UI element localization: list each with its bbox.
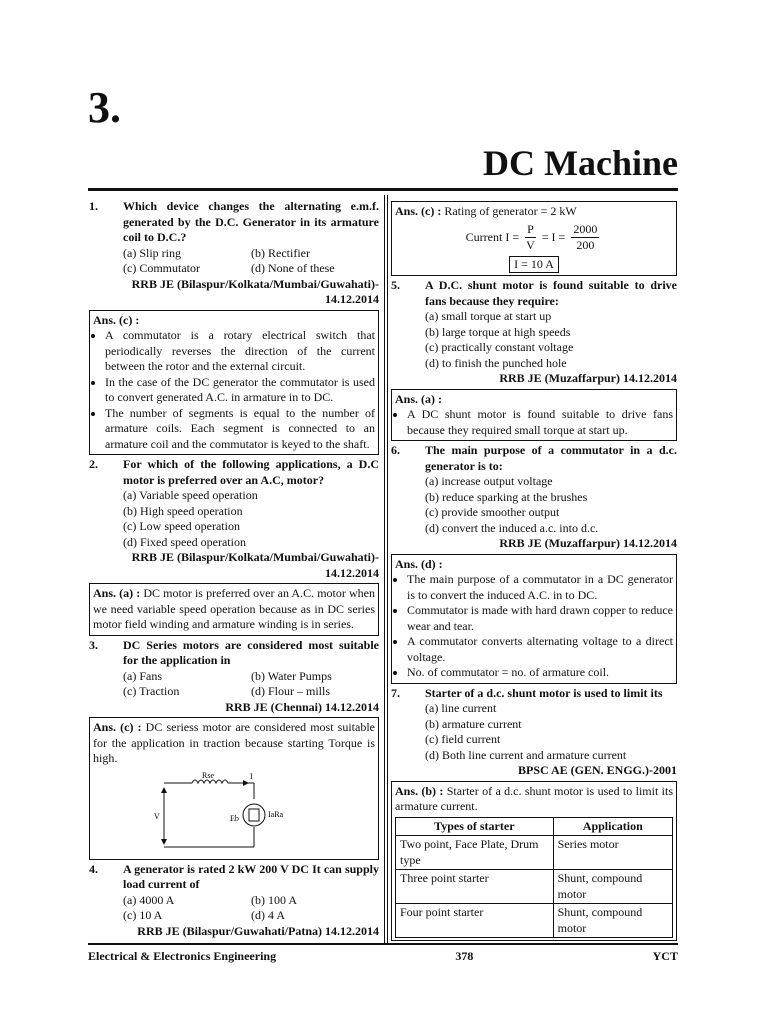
option-b: (b) large torque at high speeds <box>425 324 571 339</box>
column-divider-inner <box>387 195 388 943</box>
series-motor-circuit-diagram <box>154 771 314 857</box>
answer-label: Ans. (c) : <box>93 312 140 327</box>
options <box>123 893 379 924</box>
question-source: RRB JE (Bilaspur/Guwahati/Patna) 14.12.2014 <box>137 923 379 938</box>
answer-box <box>391 201 677 276</box>
answer-text: DC seriess motor are considered most suitable for the application in traction because starting Torque is high. <box>93 720 375 765</box>
current-label: Current I = <box>465 229 520 244</box>
question-3 <box>89 638 379 669</box>
fraction-numerator: P <box>525 222 536 239</box>
option-b: (b) Water Pumps <box>251 668 332 683</box>
option-c: (c) Traction <box>123 684 180 698</box>
question-text: For which of the following applications, a D.C motor is preferred over an A.C, motor? <box>123 457 379 487</box>
table-row <box>396 870 673 904</box>
answer-point: • Commutator is made with hard drawn copper to reduce wear and tear. <box>407 603 673 634</box>
table-cell: Shunt, compound motor <box>553 904 672 938</box>
question-number: 1. <box>89 199 98 213</box>
option-d: (d) Flour – mills <box>251 684 331 698</box>
option-c: (c) Commutator <box>123 261 200 275</box>
answer-label: Ans. (b) : <box>395 783 444 798</box>
answer-point: • The number of segments is equal to the number of armature coils. Each segment is connected to an armature coil and the commutator is keyed to the shaft. <box>105 406 375 453</box>
page-number: 378 <box>455 949 474 963</box>
answer-text: DC motor is preferred over an A.C. motor when we need variable speed operation because as in DC series motor field winding and armature winding is in series. <box>93 586 375 631</box>
option-b: (b) reduce sparking at the brushes <box>425 489 588 504</box>
option-a: (a) Fans <box>123 668 162 683</box>
answer-point: • The main purpose of a commutator in a DC generator is to convert the induced A.C. in to DC. <box>407 572 673 603</box>
options <box>123 488 379 550</box>
question-source: RRB JE (Bilaspur/Kolkata/Mumbai/Guwahati)- 14.12.2014 <box>131 276 379 306</box>
option-d: (d) convert the induced a.c. into d.c. <box>425 520 599 535</box>
label-voltage: V <box>154 811 160 821</box>
fraction-denominator: V <box>526 238 535 252</box>
fraction-denominator: 200 <box>576 238 595 252</box>
option-d: (d) Both line current and armature current <box>425 747 627 762</box>
answer-box <box>89 583 379 636</box>
chapter-number: 3. <box>88 83 121 132</box>
options <box>123 669 379 700</box>
table-header: Application <box>553 817 672 836</box>
question-number: 7. <box>391 685 400 700</box>
answer-point: • A DC shunt motor is found suitable to drive fans because they required small torque at start up. <box>407 407 673 438</box>
question-number: 4. <box>89 861 98 876</box>
options <box>425 474 677 536</box>
label-current: I <box>250 771 253 781</box>
answer-box <box>391 781 677 942</box>
question-source: BPSC AE (GEN. ENGG.)-2001 <box>517 763 677 777</box>
question-text: Which device changes the alternating e.m.f. generated by the D.C. Generator in its armature coil to D.C.? <box>123 199 379 244</box>
right-column <box>391 199 677 943</box>
answer-text: Starter of a d.c. shunt motor is used to limit its armature current. <box>395 783 673 813</box>
table-cell: Three point starter <box>396 870 554 904</box>
question-5 <box>391 278 677 309</box>
question-text: A D.C. shunt motor is found suitable to drive fans because they require: <box>425 278 677 308</box>
question-source: RRB JE (Muzaffarpur) 14.12.2014 <box>499 371 677 385</box>
question-text: DC Series motors are considered most suitable for the application in <box>123 637 379 667</box>
option-a: (a) 4000 A <box>123 892 175 907</box>
option-b: (b) Rectifier <box>251 245 310 260</box>
option-b: (b) armature current <box>425 716 522 731</box>
question-text: A generator is rated 2 kW 200 V DC It can supply load current of <box>123 861 379 891</box>
answer-label: Ans. (c) : <box>395 204 442 218</box>
page-footer <box>88 943 678 964</box>
answer-text: Rating of generator = 2 kW <box>441 204 577 218</box>
result-box: I = 10 A <box>509 256 559 274</box>
footer-publisher: YCT <box>652 949 678 963</box>
table-cell: Shunt, compound motor <box>553 870 672 904</box>
starter-table <box>395 817 673 939</box>
options <box>123 246 379 277</box>
answer-point: • No. of commutator = no. of armature coil. <box>407 665 673 681</box>
question-number: 2. <box>89 457 98 471</box>
option-d: (d) Fixed speed operation <box>123 534 246 549</box>
column-divider <box>384 195 385 943</box>
option-b: (b) High speed operation <box>123 503 243 518</box>
option-a: (a) Variable speed operation <box>123 488 258 502</box>
option-d: (d) None of these <box>251 261 335 275</box>
option-a: (a) increase output voltage <box>425 474 553 488</box>
question-text: Starter of a d.c. shunt motor is used to limit its <box>425 685 663 700</box>
question-source: RRB JE (Muzaffarpur) 14.12.2014 <box>499 536 677 550</box>
fraction-numerator: 2000 <box>571 222 599 239</box>
option-a: (a) line current <box>425 701 497 715</box>
options <box>425 309 677 371</box>
option-c: (c) field current <box>425 732 501 746</box>
answer-point: • A commutator converts alternating voltage to a direct voltage. <box>407 634 673 665</box>
table-cell: Two point, Face Plate, Drum type <box>396 836 554 870</box>
answer-box <box>391 389 677 442</box>
table-header: Types of starter <box>396 817 554 836</box>
question-source: RRB JE (Bilaspur/Kolkata/Mumbai/Guwahati)- 14.12.2014 <box>131 550 379 580</box>
question-1 <box>89 199 379 246</box>
answer-point: • In the case of the DC generator the commutator is used to convert generated A.C. in armature in to DC. <box>105 375 375 406</box>
option-a: (a) small torque at start up <box>425 309 552 323</box>
option-b: (b) 100 A <box>251 892 297 907</box>
question-number: 5. <box>391 278 400 292</box>
option-a: (a) Slip ring <box>123 245 181 260</box>
label-rse: Rse <box>202 770 214 780</box>
option-c: (c) practically constant voltage <box>425 340 574 354</box>
question-number: 3. <box>89 637 98 652</box>
option-d: (d) 4 A <box>251 908 285 922</box>
chapter-title: DC Machine <box>483 143 678 183</box>
table-cell: Series motor <box>553 836 672 870</box>
option-d: (d) to finish the punched hole <box>425 355 567 370</box>
answer-box <box>89 717 379 860</box>
question-text: The main purpose of a commutator in a d.c. generator is to: <box>425 443 677 473</box>
question-number: 6. <box>391 443 400 457</box>
table-cell: Four point starter <box>396 904 554 938</box>
label-iara: IaRa <box>268 809 284 819</box>
question-2 <box>89 457 379 488</box>
answer-label: Ans. (c) : <box>93 720 142 734</box>
answer-point: • A commutator is a rotary electrical switch that periodically reverses the direction of the current between the rotor and the external circuit. <box>105 328 375 375</box>
answer-label: Ans. (d) : <box>395 556 443 571</box>
left-column <box>89 199 379 939</box>
question-source: RRB JE (Chennai) 14.12.2014 <box>225 699 379 714</box>
equation-middle: = I = <box>541 229 566 244</box>
title-rule <box>88 188 678 191</box>
current-equation <box>395 222 673 254</box>
answer-box <box>391 554 677 684</box>
label-eb: Eb <box>230 813 239 823</box>
question-7 <box>391 686 677 702</box>
options <box>425 701 677 763</box>
answer-label: Ans. (a) : <box>395 391 442 406</box>
table-row <box>396 904 673 938</box>
question-6 <box>391 443 677 474</box>
question-4 <box>89 862 379 893</box>
table-row <box>396 836 673 870</box>
option-c: (c) Low speed operation <box>123 519 240 533</box>
option-c: (c) provide smoother output <box>425 505 560 519</box>
footer-subject: Electrical & Electronics Engineering <box>88 949 277 963</box>
answer-label: Ans. (a) : <box>93 586 141 600</box>
option-c: (c) 10 A <box>123 908 163 922</box>
answer-box <box>89 310 379 456</box>
